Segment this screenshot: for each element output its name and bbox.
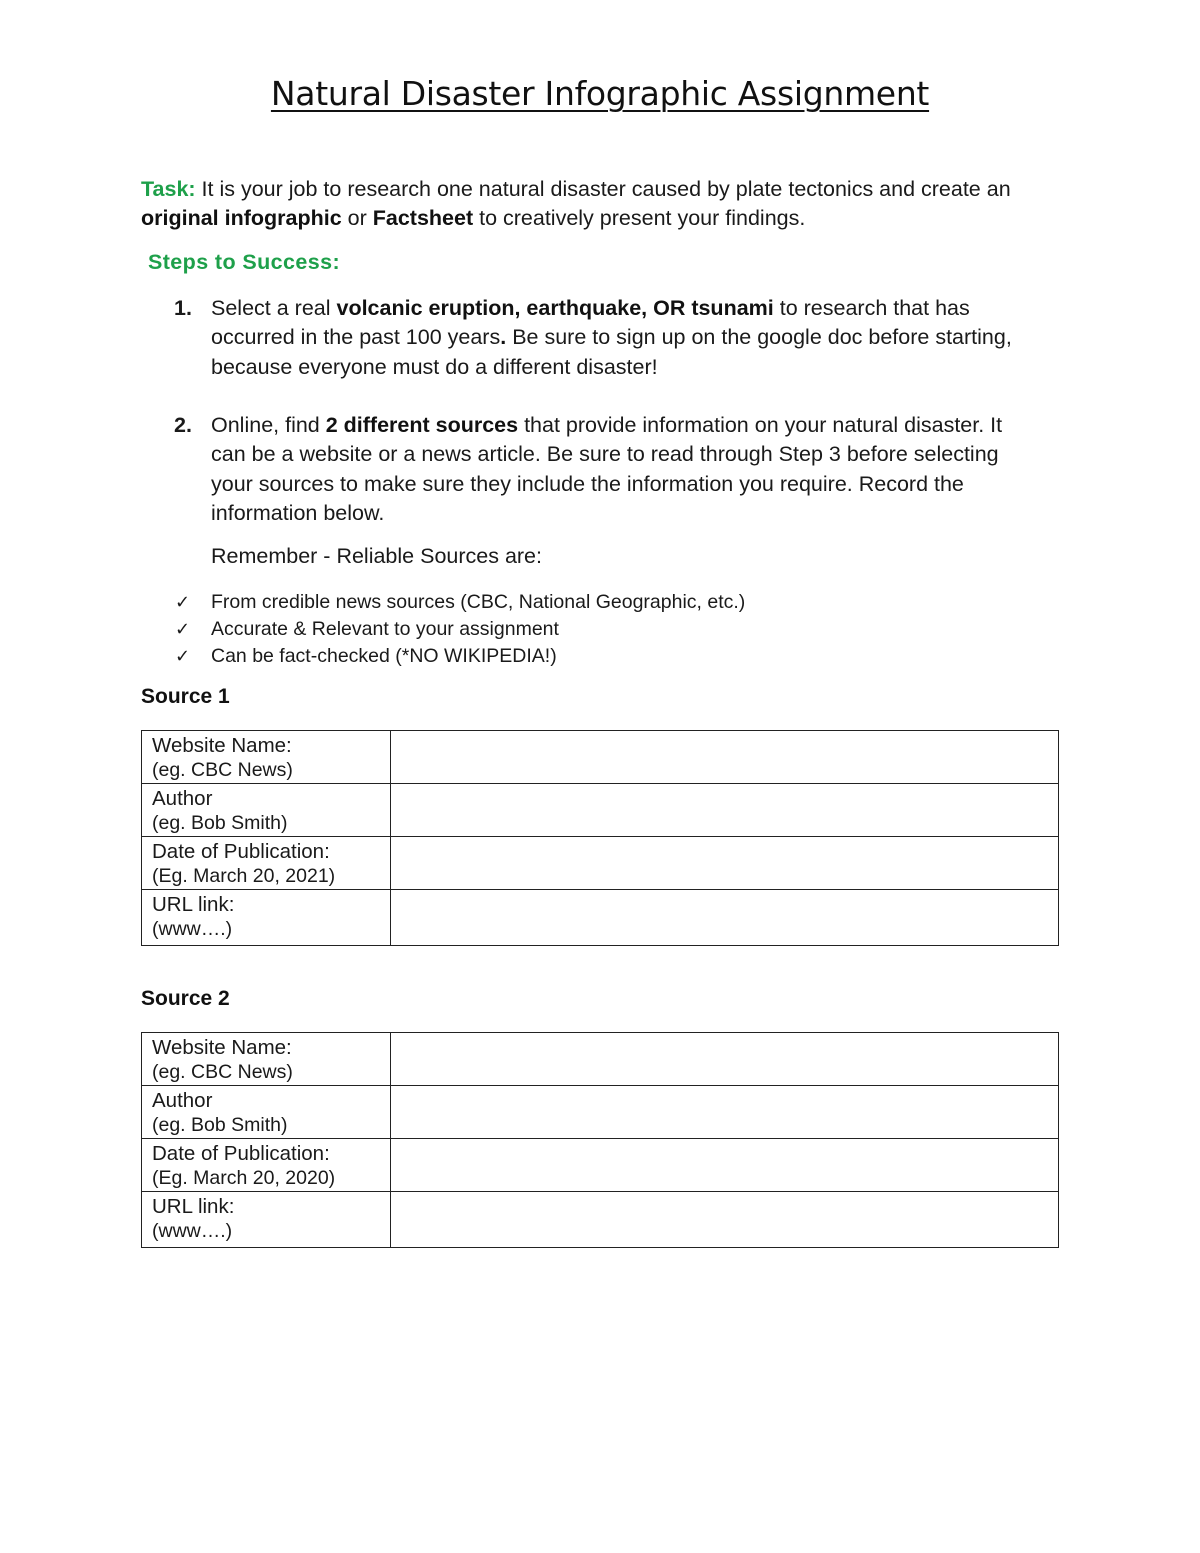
table-row bbox=[142, 1139, 1059, 1192]
checklist-item-text: Can be fact-checked (*NO WIKIPEDIA!) bbox=[211, 645, 557, 667]
step-1-text-part: Be sure to sign up on the google doc before starting, because everyone must do a different disaster! bbox=[211, 325, 1012, 379]
row-example: (www….) bbox=[152, 918, 233, 940]
checkmark-icon: ✓ bbox=[175, 646, 191, 666]
table-row bbox=[142, 837, 1059, 890]
url-link-label bbox=[142, 1192, 391, 1248]
row-example: (eg. CBC News) bbox=[152, 1061, 293, 1083]
table-row bbox=[142, 731, 1059, 784]
task-label: Task: bbox=[141, 177, 196, 201]
row-label: Website Name: bbox=[152, 1036, 292, 1059]
row-label: Date of Publication: bbox=[152, 1142, 330, 1165]
row-example: (eg. Bob Smith) bbox=[152, 812, 288, 834]
step-2-text-part: that provide information on your natural disaster. It can be a website or a news article. Be sure to read through Step 3 before selecting your sources to make sure they include the information you require. Record the information below. bbox=[211, 413, 1003, 525]
website-name-label bbox=[142, 1033, 391, 1086]
row-example: (www….) bbox=[152, 1220, 233, 1242]
page-title: Natural Disaster Infographic Assignment bbox=[270, 74, 930, 113]
task-text-1: It is your job to research one natural disaster caused by plate tectonics and create an bbox=[195, 177, 1011, 201]
checkmark-icon: ✓ bbox=[175, 592, 191, 612]
step-1-number: 1. bbox=[174, 296, 192, 320]
task-paragraph bbox=[141, 175, 1041, 233]
checklist-item bbox=[175, 616, 745, 643]
publication-date-field[interactable] bbox=[391, 1139, 1059, 1192]
publication-date-field[interactable] bbox=[391, 837, 1059, 890]
task-bold-factsheet: Factsheet bbox=[372, 206, 474, 230]
url-link-label bbox=[142, 890, 391, 946]
task-text-2: or bbox=[341, 206, 373, 230]
source-1-table bbox=[141, 730, 1059, 946]
author-label bbox=[142, 1086, 391, 1139]
url-link-field[interactable] bbox=[391, 890, 1059, 946]
url-link-field[interactable] bbox=[391, 1192, 1059, 1248]
step-2-two-sources: 2 different sources bbox=[325, 413, 519, 437]
step-2-text bbox=[211, 411, 1041, 528]
row-example: (Eg. March 20, 2021) bbox=[152, 865, 336, 887]
row-label: Date of Publication: bbox=[152, 840, 330, 863]
table-row bbox=[142, 1192, 1059, 1248]
task-bold-original-infographic: original infographic bbox=[141, 206, 342, 230]
row-label: URL link: bbox=[152, 893, 235, 916]
website-name-field[interactable] bbox=[391, 731, 1059, 784]
table-row bbox=[142, 1033, 1059, 1086]
row-label: Website Name: bbox=[152, 734, 292, 757]
steps-heading: Steps to Success: bbox=[148, 250, 341, 274]
website-name-label bbox=[142, 731, 391, 784]
author-label bbox=[142, 784, 391, 837]
row-example: (Eg. March 20, 2020) bbox=[152, 1167, 336, 1189]
task-text-3: to creatively present your findings. bbox=[473, 206, 806, 230]
reliable-sources-checklist bbox=[175, 589, 745, 670]
step-1-period: . bbox=[500, 325, 507, 350]
step-1-disaster-types: volcanic eruption, earthquake, OR tsunami bbox=[336, 296, 774, 320]
step-2-number: 2. bbox=[174, 413, 192, 437]
row-label: Author bbox=[152, 1089, 213, 1112]
checklist-item bbox=[175, 589, 745, 616]
checklist-item-text: From credible news sources (CBC, National Geographic, etc.) bbox=[211, 591, 746, 613]
step-1-text-part: Select a real bbox=[211, 296, 337, 320]
step-1-text-part: to research that has occurred in the past 100 years bbox=[211, 296, 970, 350]
step-2-text-part: Online, find bbox=[211, 413, 326, 437]
checklist-item-text: Accurate & Relevant to your assignment bbox=[211, 618, 559, 640]
table-row bbox=[142, 784, 1059, 837]
source-2-table bbox=[141, 1032, 1059, 1248]
step-1-text bbox=[211, 294, 1041, 382]
row-example: (eg. CBC News) bbox=[152, 759, 293, 781]
checkmark-icon: ✓ bbox=[175, 619, 191, 639]
table-row bbox=[142, 1086, 1059, 1139]
table-row bbox=[142, 890, 1059, 946]
website-name-field[interactable] bbox=[391, 1033, 1059, 1086]
author-field[interactable] bbox=[391, 784, 1059, 837]
publication-date-label bbox=[142, 1139, 391, 1192]
row-label: URL link: bbox=[152, 1195, 235, 1218]
source-1-heading: Source 1 bbox=[141, 685, 230, 708]
remember-text: Remember - Reliable Sources are: bbox=[211, 544, 542, 568]
row-label: Author bbox=[152, 787, 213, 810]
source-2-heading: Source 2 bbox=[141, 987, 230, 1010]
checklist-item bbox=[175, 643, 745, 670]
author-field[interactable] bbox=[391, 1086, 1059, 1139]
row-example: (eg. Bob Smith) bbox=[152, 1114, 288, 1136]
publication-date-label bbox=[142, 837, 391, 890]
